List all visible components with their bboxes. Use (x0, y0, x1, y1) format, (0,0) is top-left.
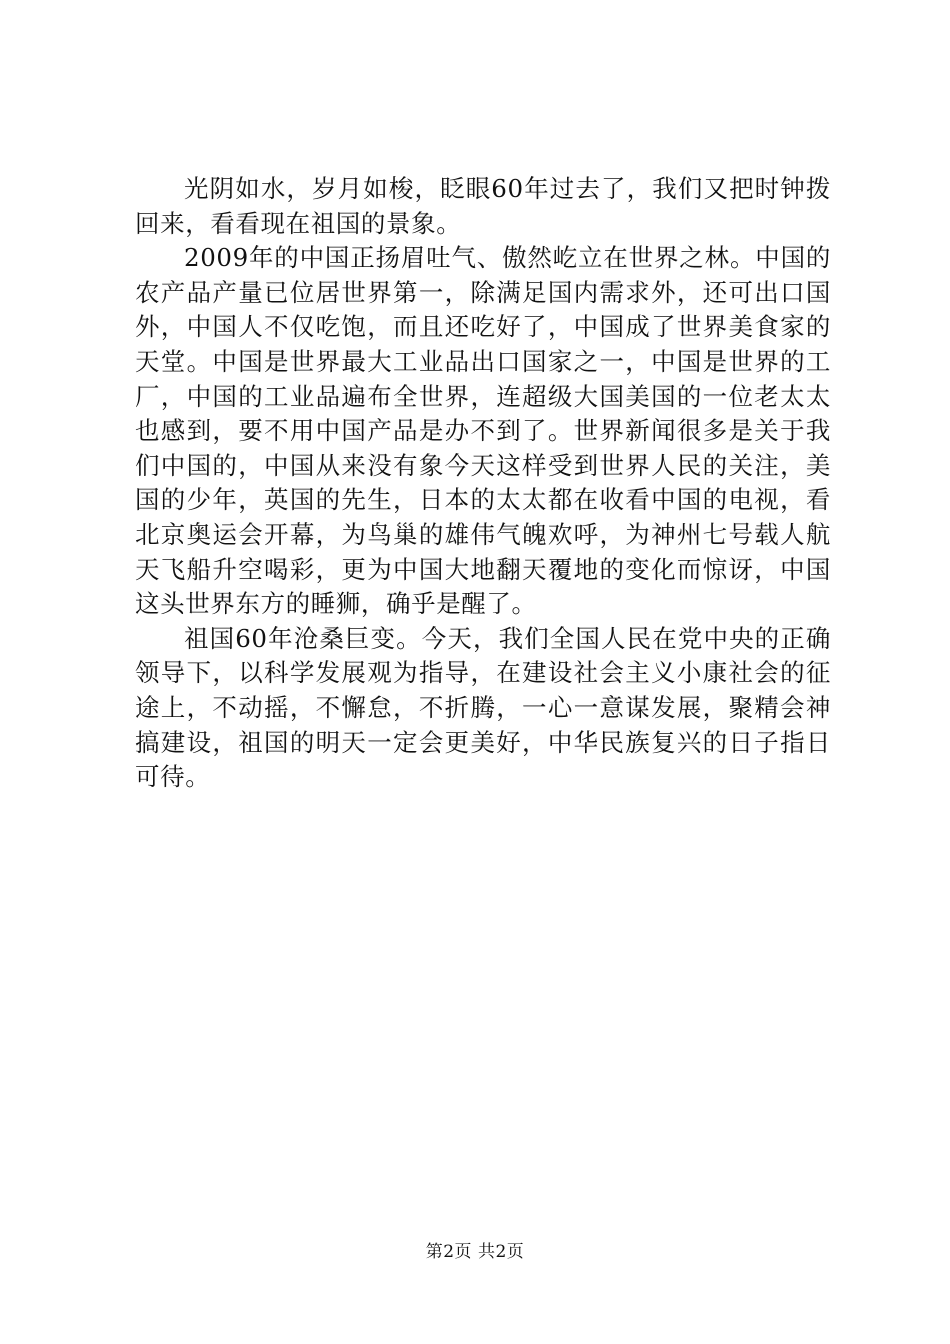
paragraph-2: 2009年的中国正扬眉吐气、傲然屹立在世界之林。中国的农产品产量已位居世界第一，除满足国内需求外，还可出口国外，中国人不仅吃饱，而且还吃好了，中国成了世界美食家的天堂。中国是世界最大工业品出口国家之一，中国是世界的工厂，中国的工业品遍布全世界，连超级大国美国的一位老太太也感到，要不用中国产品是办不到了。世界新闻很多是关于我们中国的，中国从来没有象今天这样受到世界人民的关注，美国的少年，英国的先生，日本的太太都在收看中国的电视，看北京奥运会开幕，为鸟巢的雄伟气魄欢呼，为神州七号载人航天飞船升空喝彩，更为中国大地翻天覆地的变化而惊讶，中国这头世界东方的睡狮，确乎是醒了。 (135, 243, 831, 619)
paragraph-1: 光阴如水，岁月如梭，眨眼60年过去了，我们又把时钟拨回来，看看现在祖国的景象。 (135, 174, 831, 238)
page-footer: 第2页 共2页 (425, 1242, 525, 1262)
document-body (135, 172, 831, 795)
paragraph-3: 祖国60年沧桑巨变。今天，我们全国人民在党中央的正确领导下，以科学发展观为指导，在建设社会主义小康社会的征途上，不动摇，不懈怠，不折腾，一心一意谋发展，聚精会神搞建设，祖国的明天一定会更美好，中华民族复兴的日子指日可待。 (135, 623, 831, 792)
